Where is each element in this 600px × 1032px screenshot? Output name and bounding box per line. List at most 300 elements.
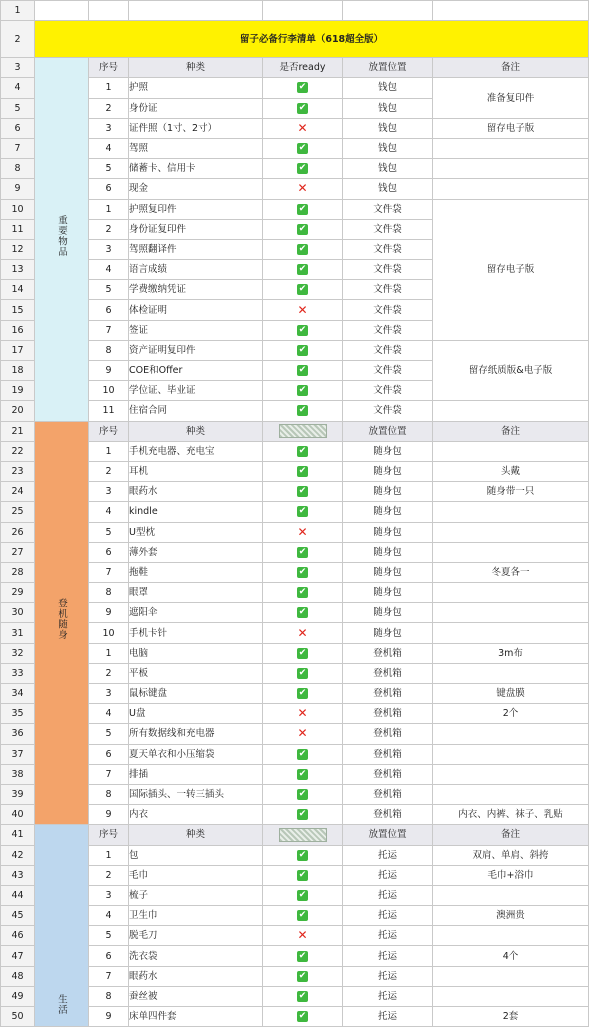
item-number[interactable]: 9 bbox=[89, 1007, 129, 1027]
row-number[interactable]: 47 bbox=[1, 946, 35, 966]
item-number[interactable]: 1 bbox=[89, 78, 129, 98]
item-name[interactable]: 洗衣袋 bbox=[129, 946, 263, 966]
item-name[interactable]: 眼药水 bbox=[129, 966, 263, 986]
item-number[interactable]: 8 bbox=[89, 583, 129, 603]
row-number[interactable]: 48 bbox=[1, 966, 35, 986]
item-name[interactable]: 现金 bbox=[129, 179, 263, 199]
ready-cell[interactable] bbox=[263, 340, 343, 360]
item-number[interactable]: 3 bbox=[89, 885, 129, 905]
row-number[interactable]: 41 bbox=[1, 825, 35, 845]
empty-cell[interactable] bbox=[129, 1, 263, 21]
item-name[interactable]: 平板 bbox=[129, 663, 263, 683]
location-cell[interactable]: 随身包 bbox=[343, 441, 433, 461]
item-number[interactable]: 10 bbox=[89, 381, 129, 401]
note-cell[interactable] bbox=[433, 764, 589, 784]
location-cell[interactable]: 随身包 bbox=[343, 623, 433, 643]
row-number[interactable]: 45 bbox=[1, 906, 35, 926]
item-number[interactable]: 8 bbox=[89, 986, 129, 1006]
category-carry-on[interactable] bbox=[35, 421, 89, 825]
item-name[interactable]: kindle bbox=[129, 502, 263, 522]
item-name[interactable]: 卫生巾 bbox=[129, 906, 263, 926]
ready-cell[interactable] bbox=[263, 1007, 343, 1027]
ready-cell[interactable] bbox=[263, 603, 343, 623]
check-icon: ✔ bbox=[298, 950, 307, 961]
item-number[interactable]: 3 bbox=[89, 482, 129, 502]
row-number[interactable]: 13 bbox=[1, 260, 35, 280]
note-cell[interactable] bbox=[433, 138, 589, 158]
note-cell[interactable] bbox=[433, 401, 589, 421]
location-cell[interactable]: 登机箱 bbox=[343, 724, 433, 744]
item-number[interactable]: 6 bbox=[89, 744, 129, 764]
item-number[interactable]: 8 bbox=[89, 784, 129, 804]
location-cell[interactable]: 登机箱 bbox=[343, 805, 433, 825]
item-name[interactable]: 学费缴纳凭证 bbox=[129, 280, 263, 300]
row-number[interactable]: 34 bbox=[1, 684, 35, 704]
location-cell[interactable]: 登机箱 bbox=[343, 704, 433, 724]
row-number[interactable]: 15 bbox=[1, 300, 35, 320]
note-cell[interactable]: 4个 bbox=[433, 946, 589, 966]
item-name[interactable]: 手机充电器、充电宝 bbox=[129, 441, 263, 461]
item-name[interactable]: U型枕 bbox=[129, 522, 263, 542]
location-cell[interactable]: 登机箱 bbox=[343, 684, 433, 704]
note-cell[interactable]: 留存电子版 bbox=[433, 118, 589, 138]
ready-cell[interactable] bbox=[263, 219, 343, 239]
item-name[interactable]: 住宿合同 bbox=[129, 401, 263, 421]
item-number[interactable]: 6 bbox=[89, 179, 129, 199]
ready-cell[interactable] bbox=[263, 502, 343, 522]
row-number[interactable]: 33 bbox=[1, 663, 35, 683]
row-number[interactable]: 39 bbox=[1, 784, 35, 804]
location-cell[interactable]: 托运 bbox=[343, 845, 433, 865]
item-number[interactable]: 7 bbox=[89, 966, 129, 986]
location-cell[interactable]: 登机箱 bbox=[343, 663, 433, 683]
ready-cell[interactable] bbox=[263, 562, 343, 582]
ready-cell[interactable] bbox=[263, 300, 343, 320]
item-name[interactable]: COE和Offer bbox=[129, 361, 263, 381]
note-cell[interactable]: 2个 bbox=[433, 704, 589, 724]
item-number[interactable]: 5 bbox=[89, 522, 129, 542]
row-number[interactable]: 49 bbox=[1, 986, 35, 1006]
note-cell[interactable] bbox=[433, 966, 589, 986]
item-name[interactable]: 耳机 bbox=[129, 461, 263, 481]
item-number[interactable]: 6 bbox=[89, 300, 129, 320]
table-row bbox=[1, 199, 589, 219]
ready-cell[interactable] bbox=[263, 159, 343, 179]
item-name[interactable]: 驾照翻译件 bbox=[129, 239, 263, 259]
item-name[interactable]: 床单四件套 bbox=[129, 1007, 263, 1027]
row-number[interactable]: 43 bbox=[1, 865, 35, 885]
ready-cell[interactable] bbox=[263, 946, 343, 966]
item-number[interactable]: 9 bbox=[89, 805, 129, 825]
row-number[interactable]: 19 bbox=[1, 381, 35, 401]
location-cell[interactable]: 文件袋 bbox=[343, 381, 433, 401]
header-type[interactable]: 种类 bbox=[129, 825, 263, 845]
empty-cell[interactable] bbox=[35, 1, 89, 21]
item-number[interactable]: 4 bbox=[89, 138, 129, 158]
ready-cell[interactable] bbox=[263, 684, 343, 704]
row-number[interactable]: 2 bbox=[1, 21, 35, 58]
note-cell[interactable] bbox=[433, 159, 589, 179]
location-cell[interactable]: 钱包 bbox=[343, 78, 433, 98]
note-cell[interactable] bbox=[433, 583, 589, 603]
row-number[interactable]: 26 bbox=[1, 522, 35, 542]
item-number[interactable]: 1 bbox=[89, 643, 129, 663]
ready-cell[interactable] bbox=[263, 744, 343, 764]
category-life[interactable] bbox=[35, 825, 89, 1027]
row-number[interactable]: 28 bbox=[1, 562, 35, 582]
location-cell[interactable]: 文件袋 bbox=[343, 340, 433, 360]
item-number[interactable]: 2 bbox=[89, 461, 129, 481]
header-ready-redacted[interactable] bbox=[263, 825, 343, 845]
item-number[interactable]: 6 bbox=[89, 542, 129, 562]
row-number[interactable]: 29 bbox=[1, 583, 35, 603]
location-cell[interactable]: 随身包 bbox=[343, 482, 433, 502]
header-row bbox=[1, 58, 589, 78]
item-name[interactable]: 鼠标键盘 bbox=[129, 684, 263, 704]
note-cell[interactable] bbox=[433, 179, 589, 199]
item-name[interactable]: 驾照 bbox=[129, 138, 263, 158]
note-cell[interactable] bbox=[433, 986, 589, 1006]
row-number[interactable]: 20 bbox=[1, 401, 35, 421]
row-number[interactable]: 40 bbox=[1, 805, 35, 825]
note-cell[interactable] bbox=[433, 441, 589, 461]
ready-cell[interactable] bbox=[263, 381, 343, 401]
item-name[interactable]: 所有数据线和充电器 bbox=[129, 724, 263, 744]
header-type[interactable]: 种类 bbox=[129, 58, 263, 78]
ready-cell[interactable] bbox=[263, 361, 343, 381]
location-cell[interactable]: 随身包 bbox=[343, 603, 433, 623]
item-number[interactable]: 9 bbox=[89, 361, 129, 381]
location-cell[interactable]: 文件袋 bbox=[343, 239, 433, 259]
note-cell[interactable] bbox=[433, 926, 589, 946]
item-name[interactable]: 薄外套 bbox=[129, 542, 263, 562]
item-name[interactable]: 国际插头、一转三插头 bbox=[129, 784, 263, 804]
row-number[interactable]: 27 bbox=[1, 542, 35, 562]
location-cell[interactable]: 随身包 bbox=[343, 542, 433, 562]
ready-cell[interactable] bbox=[263, 461, 343, 481]
item-name[interactable]: 电脑 bbox=[129, 643, 263, 663]
ready-cell[interactable] bbox=[263, 865, 343, 885]
item-name[interactable]: 毛巾 bbox=[129, 865, 263, 885]
item-name[interactable]: 包 bbox=[129, 845, 263, 865]
location-cell[interactable]: 托运 bbox=[343, 1007, 433, 1027]
note-cell[interactable]: 留存电子版 bbox=[433, 199, 589, 340]
item-number[interactable]: 11 bbox=[89, 401, 129, 421]
item-name[interactable]: 护照 bbox=[129, 78, 263, 98]
item-number[interactable]: 1 bbox=[89, 441, 129, 461]
item-name[interactable]: 夏天单衣和小压缩袋 bbox=[129, 744, 263, 764]
item-name[interactable]: 储蓄卡、信用卡 bbox=[129, 159, 263, 179]
note-cell[interactable]: 毛巾+浴巾 bbox=[433, 865, 589, 885]
header-num[interactable]: 序号 bbox=[89, 421, 129, 441]
ready-cell[interactable] bbox=[263, 441, 343, 461]
item-name[interactable]: 蚕丝被 bbox=[129, 986, 263, 1006]
item-name[interactable]: 内衣 bbox=[129, 805, 263, 825]
row-number[interactable]: 10 bbox=[1, 199, 35, 219]
row-number[interactable]: 44 bbox=[1, 885, 35, 905]
row-number[interactable]: 8 bbox=[1, 159, 35, 179]
category-important[interactable] bbox=[35, 58, 89, 421]
row-number[interactable]: 36 bbox=[1, 724, 35, 744]
location-cell[interactable]: 文件袋 bbox=[343, 219, 433, 239]
item-name[interactable]: 脱毛刀 bbox=[129, 926, 263, 946]
note-cell[interactable]: 随身带一只 bbox=[433, 482, 589, 502]
ready-cell[interactable] bbox=[263, 179, 343, 199]
item-number[interactable]: 1 bbox=[89, 845, 129, 865]
item-name[interactable]: 语言成绩 bbox=[129, 260, 263, 280]
ready-cell[interactable] bbox=[263, 138, 343, 158]
ready-cell[interactable] bbox=[263, 704, 343, 724]
check-icon: ✔ bbox=[298, 506, 307, 517]
ready-cell[interactable] bbox=[263, 542, 343, 562]
note-cell[interactable] bbox=[433, 522, 589, 542]
row-number[interactable]: 30 bbox=[1, 603, 35, 623]
location-cell[interactable]: 文件袋 bbox=[343, 260, 433, 280]
location-cell[interactable]: 随身包 bbox=[343, 502, 433, 522]
note-cell[interactable]: 冬夏各一 bbox=[433, 562, 589, 582]
row-number[interactable]: 31 bbox=[1, 623, 35, 643]
row-number[interactable]: 9 bbox=[1, 179, 35, 199]
item-number[interactable]: 7 bbox=[89, 320, 129, 340]
item-number[interactable]: 2 bbox=[89, 98, 129, 118]
row-number[interactable]: 37 bbox=[1, 744, 35, 764]
ready-cell[interactable] bbox=[263, 522, 343, 542]
item-number[interactable]: 6 bbox=[89, 946, 129, 966]
item-name[interactable]: U盘 bbox=[129, 704, 263, 724]
location-cell[interactable]: 随身包 bbox=[343, 583, 433, 603]
table-row bbox=[1, 623, 589, 643]
ready-cell[interactable] bbox=[263, 805, 343, 825]
note-cell[interactable] bbox=[433, 784, 589, 804]
item-number[interactable]: 2 bbox=[89, 219, 129, 239]
location-cell[interactable]: 托运 bbox=[343, 865, 433, 885]
row-number[interactable]: 21 bbox=[1, 421, 35, 441]
item-number[interactable]: 5 bbox=[89, 159, 129, 179]
row-number[interactable]: 22 bbox=[1, 441, 35, 461]
location-cell[interactable]: 钱包 bbox=[343, 118, 433, 138]
item-number[interactable]: 3 bbox=[89, 118, 129, 138]
sheet-title[interactable]: 留子必备行李清单（618超全版） bbox=[35, 21, 589, 58]
row-number[interactable]: 11 bbox=[1, 219, 35, 239]
note-cell[interactable]: 双肩、单肩、斜挎 bbox=[433, 845, 589, 865]
empty-cell[interactable] bbox=[433, 1, 589, 21]
row-number[interactable]: 23 bbox=[1, 461, 35, 481]
item-number[interactable]: 7 bbox=[89, 562, 129, 582]
item-name[interactable]: 体检证明 bbox=[129, 300, 263, 320]
location-cell[interactable]: 文件袋 bbox=[343, 361, 433, 381]
header-note[interactable]: 备注 bbox=[433, 58, 589, 78]
item-name[interactable]: 签证 bbox=[129, 320, 263, 340]
location-cell[interactable]: 托运 bbox=[343, 926, 433, 946]
header-note[interactable]: 备注 bbox=[433, 421, 589, 441]
ready-cell[interactable] bbox=[263, 764, 343, 784]
ready-cell[interactable] bbox=[263, 663, 343, 683]
note-cell[interactable] bbox=[433, 623, 589, 643]
row-number[interactable]: 16 bbox=[1, 320, 35, 340]
row-number[interactable]: 38 bbox=[1, 764, 35, 784]
location-cell[interactable]: 托运 bbox=[343, 986, 433, 1006]
ready-cell[interactable] bbox=[263, 906, 343, 926]
note-cell[interactable] bbox=[433, 885, 589, 905]
location-cell[interactable]: 托运 bbox=[343, 946, 433, 966]
location-cell[interactable]: 钱包 bbox=[343, 98, 433, 118]
item-name[interactable]: 梳子 bbox=[129, 885, 263, 905]
header-location[interactable]: 放置位置 bbox=[343, 825, 433, 845]
item-number[interactable]: 1 bbox=[89, 199, 129, 219]
note-cell[interactable]: 留存纸质版&电子版 bbox=[433, 340, 589, 401]
item-name[interactable]: 排插 bbox=[129, 764, 263, 784]
note-cell[interactable]: 3m布 bbox=[433, 643, 589, 663]
header-num[interactable]: 序号 bbox=[89, 825, 129, 845]
note-cell[interactable] bbox=[433, 744, 589, 764]
location-cell[interactable]: 托运 bbox=[343, 885, 433, 905]
ready-cell[interactable] bbox=[263, 845, 343, 865]
row-number[interactable]: 42 bbox=[1, 845, 35, 865]
item-number[interactable]: 4 bbox=[89, 906, 129, 926]
item-name[interactable]: 眼罩 bbox=[129, 583, 263, 603]
note-cell[interactable]: 头戴 bbox=[433, 461, 589, 481]
item-name[interactable]: 学位证、毕业证 bbox=[129, 381, 263, 401]
item-name[interactable]: 资产证明复印件 bbox=[129, 340, 263, 360]
location-cell[interactable]: 登机箱 bbox=[343, 764, 433, 784]
item-number[interactable]: 4 bbox=[89, 502, 129, 522]
ready-cell[interactable] bbox=[263, 986, 343, 1006]
check-icon: ✔ bbox=[298, 243, 307, 254]
item-number[interactable]: 5 bbox=[89, 280, 129, 300]
cross-icon: ✕ bbox=[297, 524, 308, 539]
location-cell[interactable]: 登机箱 bbox=[343, 643, 433, 663]
ready-cell[interactable] bbox=[263, 926, 343, 946]
item-name[interactable]: 遮阳伞 bbox=[129, 603, 263, 623]
item-number[interactable]: 4 bbox=[89, 704, 129, 724]
item-number[interactable]: 5 bbox=[89, 926, 129, 946]
ready-cell[interactable] bbox=[263, 118, 343, 138]
item-name[interactable]: 身份证复印件 bbox=[129, 219, 263, 239]
ready-cell[interactable] bbox=[263, 966, 343, 986]
item-number[interactable]: 3 bbox=[89, 684, 129, 704]
row-number[interactable]: 35 bbox=[1, 704, 35, 724]
note-cell[interactable] bbox=[433, 603, 589, 623]
header-num[interactable]: 序号 bbox=[89, 58, 129, 78]
row-number[interactable]: 14 bbox=[1, 280, 35, 300]
empty-cell[interactable] bbox=[343, 1, 433, 21]
location-cell[interactable]: 钱包 bbox=[343, 159, 433, 179]
item-name[interactable]: 护照复印件 bbox=[129, 199, 263, 219]
item-name[interactable]: 证件照（1寸、2寸） bbox=[129, 118, 263, 138]
location-cell[interactable]: 随身包 bbox=[343, 522, 433, 542]
note-cell[interactable]: 澳洲贵 bbox=[433, 906, 589, 926]
header-type[interactable]: 种类 bbox=[129, 421, 263, 441]
note-cell[interactable]: 内衣、内裤、袜子、乳贴 bbox=[433, 805, 589, 825]
item-number[interactable]: 2 bbox=[89, 663, 129, 683]
location-cell[interactable]: 随身包 bbox=[343, 461, 433, 481]
table-row bbox=[1, 78, 589, 98]
ready-cell[interactable] bbox=[263, 401, 343, 421]
location-cell[interactable]: 文件袋 bbox=[343, 300, 433, 320]
note-cell[interactable] bbox=[433, 542, 589, 562]
row-number[interactable]: 17 bbox=[1, 340, 35, 360]
ready-cell[interactable] bbox=[263, 98, 343, 118]
location-cell[interactable]: 托运 bbox=[343, 966, 433, 986]
row-number[interactable]: 5 bbox=[1, 98, 35, 118]
location-cell[interactable]: 登机箱 bbox=[343, 744, 433, 764]
header-ready[interactable]: 是否ready bbox=[263, 58, 343, 78]
row-number[interactable]: 6 bbox=[1, 118, 35, 138]
location-cell[interactable]: 文件袋 bbox=[343, 280, 433, 300]
note-cell[interactable]: 键盘膜 bbox=[433, 684, 589, 704]
ready-cell[interactable] bbox=[263, 78, 343, 98]
check-icon: ✔ bbox=[298, 82, 307, 93]
location-cell[interactable]: 文件袋 bbox=[343, 320, 433, 340]
note-cell[interactable] bbox=[433, 724, 589, 744]
ready-cell[interactable] bbox=[263, 239, 343, 259]
ready-cell[interactable] bbox=[263, 583, 343, 603]
item-number[interactable]: 8 bbox=[89, 340, 129, 360]
row-number[interactable]: 7 bbox=[1, 138, 35, 158]
location-cell[interactable]: 文件袋 bbox=[343, 199, 433, 219]
header-location[interactable]: 放置位置 bbox=[343, 421, 433, 441]
item-number[interactable]: 3 bbox=[89, 239, 129, 259]
empty-cell[interactable] bbox=[263, 1, 343, 21]
item-name[interactable]: 手机卡针 bbox=[129, 623, 263, 643]
ready-cell[interactable] bbox=[263, 784, 343, 804]
ready-cell[interactable] bbox=[263, 280, 343, 300]
header-ready-redacted[interactable] bbox=[263, 421, 343, 441]
note-cell[interactable]: 准备复印件 bbox=[433, 78, 589, 118]
location-cell[interactable]: 随身包 bbox=[343, 562, 433, 582]
item-name[interactable]: 眼药水 bbox=[129, 482, 263, 502]
item-number[interactable]: 5 bbox=[89, 724, 129, 744]
item-name[interactable]: 身份证 bbox=[129, 98, 263, 118]
item-number[interactable]: 7 bbox=[89, 764, 129, 784]
row-number[interactable]: 12 bbox=[1, 239, 35, 259]
row-number[interactable]: 3 bbox=[1, 58, 35, 78]
location-cell[interactable]: 登机箱 bbox=[343, 784, 433, 804]
item-number[interactable]: 9 bbox=[89, 603, 129, 623]
ready-cell[interactable] bbox=[263, 320, 343, 340]
item-name[interactable]: 拖鞋 bbox=[129, 562, 263, 582]
ready-cell[interactable] bbox=[263, 724, 343, 744]
location-cell[interactable]: 托运 bbox=[343, 906, 433, 926]
row-number[interactable]: 25 bbox=[1, 502, 35, 522]
location-cell[interactable]: 钱包 bbox=[343, 138, 433, 158]
row-number[interactable]: 46 bbox=[1, 926, 35, 946]
ready-cell[interactable] bbox=[263, 643, 343, 663]
note-cell[interactable] bbox=[433, 663, 589, 683]
note-cell[interactable]: 2套 bbox=[433, 1007, 589, 1027]
ready-cell[interactable] bbox=[263, 482, 343, 502]
header-note[interactable]: 备注 bbox=[433, 825, 589, 845]
row-number[interactable]: 50 bbox=[1, 1007, 35, 1027]
note-cell[interactable] bbox=[433, 502, 589, 522]
header-location[interactable]: 放置位置 bbox=[343, 58, 433, 78]
item-number[interactable]: 10 bbox=[89, 623, 129, 643]
ready-cell[interactable] bbox=[263, 260, 343, 280]
row-number[interactable]: 4 bbox=[1, 78, 35, 98]
empty-cell[interactable] bbox=[89, 1, 129, 21]
ready-cell[interactable] bbox=[263, 885, 343, 905]
row-number[interactable]: 18 bbox=[1, 361, 35, 381]
location-cell[interactable]: 钱包 bbox=[343, 179, 433, 199]
item-number[interactable]: 4 bbox=[89, 260, 129, 280]
ready-cell[interactable] bbox=[263, 623, 343, 643]
row-number[interactable]: 1 bbox=[1, 1, 35, 21]
row-number[interactable]: 32 bbox=[1, 643, 35, 663]
row-number[interactable]: 24 bbox=[1, 482, 35, 502]
item-number[interactable]: 2 bbox=[89, 865, 129, 885]
ready-cell[interactable] bbox=[263, 199, 343, 219]
location-cell[interactable]: 文件袋 bbox=[343, 401, 433, 421]
